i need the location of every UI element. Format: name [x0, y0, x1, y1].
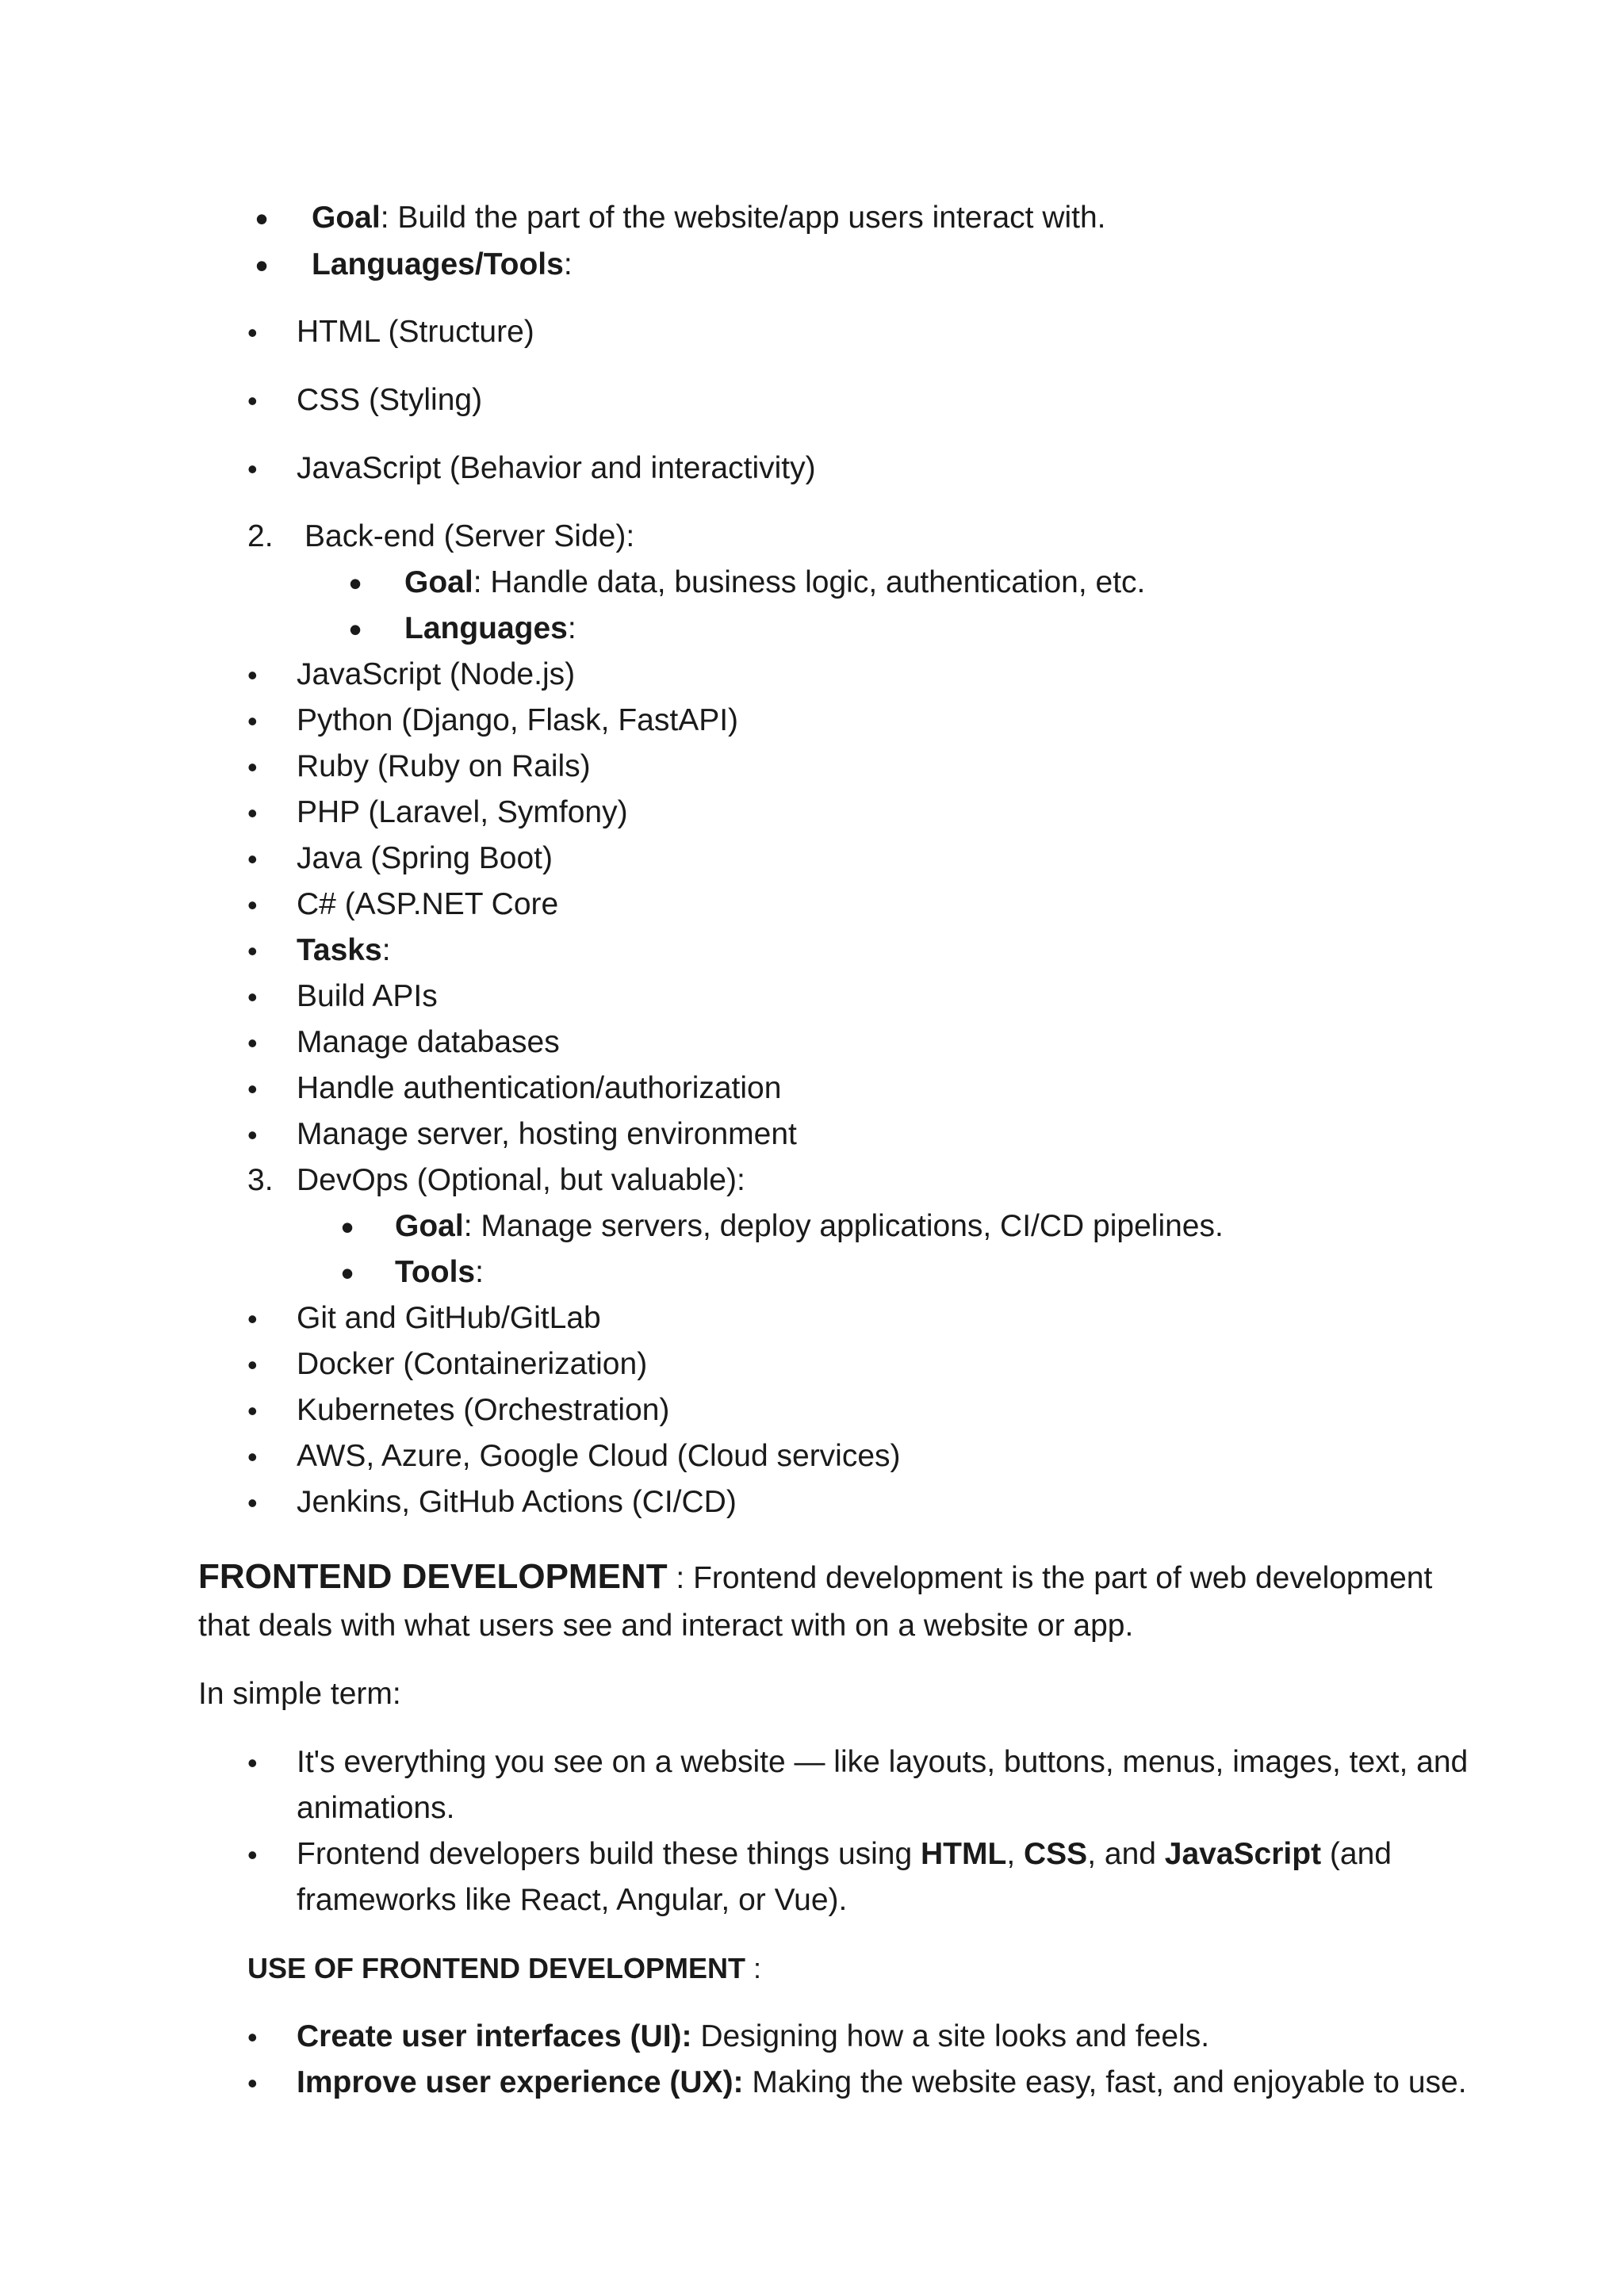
list-item: JavaScript (Node.js) — [297, 657, 576, 691]
frontend-tools-line: Languages/Tools: — [312, 247, 573, 281]
bullet: • — [247, 981, 258, 1013]
list-item: Docker (Containerization) — [297, 1347, 648, 1381]
bullet: • — [247, 751, 258, 783]
list-item: AWS, Azure, Google Cloud (Cloud services) — [297, 1439, 901, 1473]
bullet: • — [341, 1207, 354, 1248]
tasks-label-line: Tasks: — [297, 933, 391, 967]
bullet: • — [349, 609, 362, 650]
backend-goal-line: Goal: Handle data, business logic, authentication, etc. — [404, 565, 1146, 599]
bullet: • — [247, 453, 258, 485]
frontend-goal-line: Goal: Build the part of the website/app users interact with. — [312, 201, 1106, 235]
sub-heading: USE OF FRONTEND DEVELOPMENT — [247, 1952, 746, 1984]
bullet: • — [247, 2067, 258, 2099]
devops-title: DevOps (Optional, but valuable): — [297, 1163, 745, 1197]
bullet: • — [341, 1253, 354, 1294]
list-item: Python (Django, Flask, FastAPI) — [297, 703, 739, 737]
bullet: • — [247, 385, 258, 417]
list-item: Handle authentication/authorization — [297, 1071, 782, 1105]
list-item: JavaScript (Behavior and interactivity) — [297, 451, 816, 485]
backend-languages-line: Languages: — [404, 611, 576, 645]
list-number: 2. — [247, 519, 274, 553]
list-item: Manage server, hosting environment — [297, 1117, 797, 1151]
bullet: • — [247, 843, 258, 875]
bullet: • — [247, 2021, 258, 2053]
list-item: Improve user experience (UX): Making the website easy, fast, and enjoyable to use. — [297, 2065, 1467, 2099]
simple-term-label: In simple term: — [198, 1677, 401, 1711]
bullet: • — [247, 1839, 258, 1871]
frontend-definition-cont: that deals with what users see and interact with on a website or app. — [198, 1609, 1134, 1643]
list-item: PHP (Laravel, Symfony) — [297, 795, 628, 829]
bullet: • — [247, 1119, 258, 1151]
backend-title: Back-end (Server Side): — [304, 519, 635, 553]
list-number: 3. — [247, 1163, 274, 1197]
bullet: • — [247, 1441, 258, 1473]
bullet: • — [255, 198, 269, 239]
list-item-cont: animations. — [297, 1791, 455, 1825]
use-heading-line: USE OF FRONTEND DEVELOPMENT : — [247, 1952, 762, 1984]
bullet: • — [255, 245, 269, 286]
bullet: • — [247, 889, 258, 921]
list-item: Kubernetes (Orchestration) — [297, 1393, 670, 1427]
bullet: • — [247, 1487, 258, 1519]
bullet: • — [247, 659, 258, 691]
list-item-cont: frameworks like React, Angular, or Vue). — [297, 1883, 848, 1917]
list-item: CSS (Styling) — [297, 383, 483, 417]
list-item: Ruby (Ruby on Rails) — [297, 749, 591, 783]
list-item: Create user interfaces (UI): Designing how a site looks and feels. — [297, 2019, 1210, 2053]
list-item: It's everything you see on a website — like layouts, buttons, menus, images, text, and — [297, 1745, 1469, 1779]
bullet: • — [247, 1395, 258, 1427]
list-item: Java (Spring Boot) — [297, 841, 553, 875]
list-item: Jenkins, GitHub Actions (CI/CD) — [297, 1485, 737, 1519]
devops-goal-line: Goal: Manage servers, deploy applications, CI/CD pipelines. — [395, 1209, 1224, 1243]
frontend-heading-paragraph: FRONTEND DEVELOPMENT : Frontend development is the part of web development — [198, 1557, 1433, 1596]
devops-tools-line: Tools: — [395, 1255, 484, 1289]
list-item: Manage databases — [297, 1025, 560, 1059]
list-item: Git and GitHub/GitLab — [297, 1301, 601, 1335]
bullet: • — [247, 1027, 258, 1059]
bullet: • — [247, 797, 258, 829]
bullet: • — [247, 935, 258, 967]
bullet: • — [247, 1349, 258, 1381]
list-item: C# (ASP.NET Core — [297, 887, 559, 921]
section-heading: FRONTEND DEVELOPMENT — [198, 1557, 668, 1596]
bullet: • — [247, 705, 258, 737]
list-item: Frontend developers build these things using HTML, CSS, and JavaScript (and — [297, 1837, 1392, 1871]
bullet: • — [247, 1073, 258, 1105]
bullet: • — [247, 1747, 258, 1779]
bullet: • — [247, 316, 258, 349]
list-item: HTML (Structure) — [297, 315, 534, 349]
bullet: • — [349, 563, 362, 604]
bullet: • — [247, 1303, 258, 1335]
list-item: Build APIs — [297, 979, 438, 1013]
